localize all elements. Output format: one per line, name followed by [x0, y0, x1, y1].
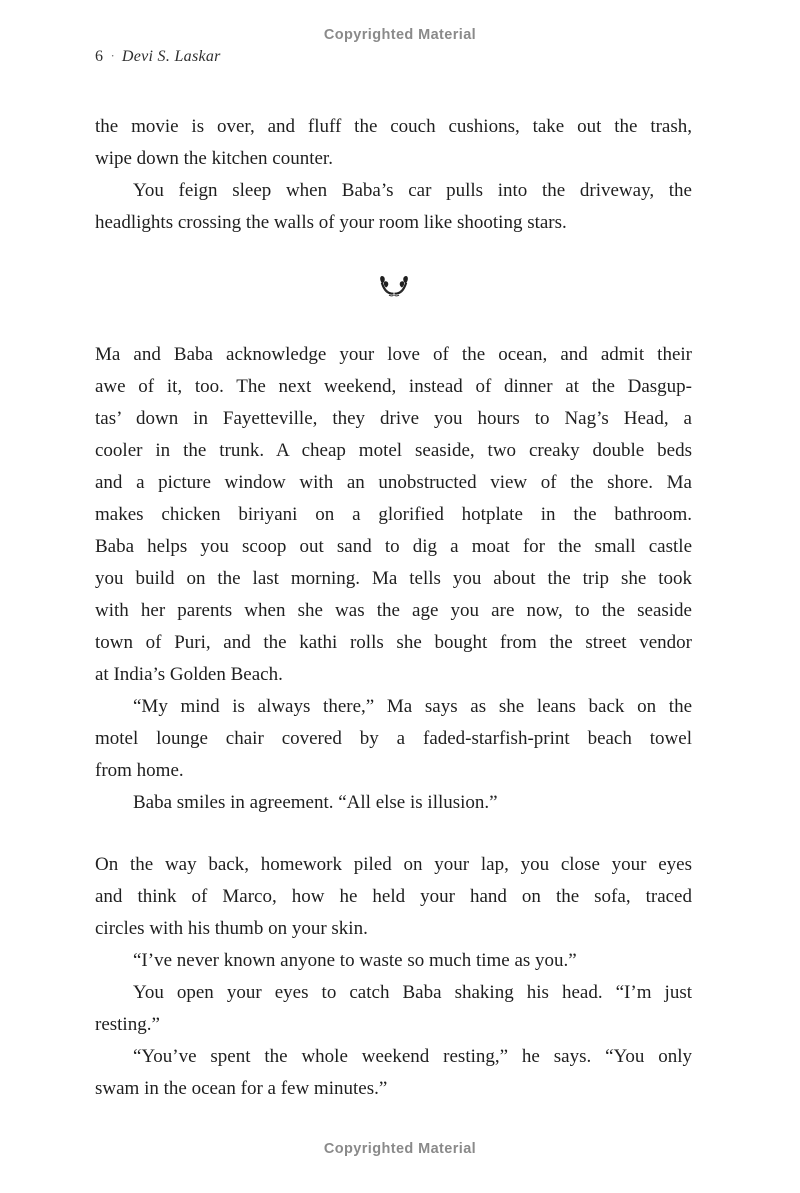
text-line: makes chicken biriyani on a glorified hotplate in the bathroom. — [95, 504, 692, 525]
copyright-notice-bottom: Copyrighted Material — [323, 1141, 477, 1157]
paragraph — [95, 977, 692, 1041]
text-line: you build on the last morning. Ma tells you about the trip she took — [95, 568, 692, 589]
text-line: from home. — [95, 760, 184, 781]
author-name: Devi S. Laskar — [121, 48, 221, 65]
text-line: cooler in the trunk. A cheap motel seaside, two creaky double beds — [95, 440, 692, 461]
text-line: “My mind is always there,” Ma says as she leans back on the — [133, 696, 692, 717]
running-header — [95, 48, 800, 66]
text-line: “I’ve never known anyone to waste so much time as you.” — [133, 950, 577, 971]
paragraph — [95, 945, 692, 977]
text-line: swam in the ocean for a few minutes.” — [95, 1078, 388, 1099]
header-separator-dot: · — [110, 48, 115, 63]
section-break-ornament — [95, 272, 692, 298]
text-line: motel lounge chair covered by a faded-starfish-print beach towel — [95, 728, 692, 749]
paragraph — [95, 175, 692, 239]
paragraph — [95, 339, 692, 691]
text-line: headlights crossing the walls of your room like shooting stars. — [95, 212, 567, 233]
page-body — [95, 111, 692, 1105]
text-line: On the way back, homework piled on your lap, you close your eyes — [95, 854, 692, 875]
text-line: tas’ down in Fayetteville, they drive you hours to Nag’s Head, a — [95, 408, 692, 429]
paragraph — [95, 691, 692, 787]
paragraph — [95, 1041, 692, 1105]
text-line: town of Puri, and the kathi rolls she bought from the street vendor — [95, 632, 692, 653]
text-line: resting.” — [95, 1014, 160, 1035]
text-line: Baba smiles in agreement. “All else is illusion.” — [133, 792, 498, 813]
text-line: “You’ve spent the whole weekend resting,” he says. “You only — [133, 1046, 692, 1067]
text-line: awe of it, too. The next weekend, instead of dinner at the Dasgup- — [95, 376, 692, 397]
paragraph — [95, 111, 692, 175]
text-line: Ma and Baba acknowledge your love of the ocean, and admit their — [95, 344, 692, 365]
paragraph — [95, 787, 692, 819]
page-number: 6 — [95, 48, 104, 65]
text-line: the movie is over, and fluff the couch cushions, take out the trash, — [95, 116, 692, 137]
copyright-notice-top: Copyrighted Material — [323, 27, 477, 43]
leaf-sprigs-icon — [365, 273, 423, 299]
text-line: Baba helps you scoop out sand to dig a moat for the small castle — [95, 536, 692, 557]
paragraph — [95, 849, 692, 945]
text-line: at India’s Golden Beach. — [95, 664, 283, 685]
text-line: and a picture window with an unobstructed view of the shore. Ma — [95, 472, 692, 493]
text-line: You open your eyes to catch Baba shaking his head. “I’m just — [133, 982, 692, 1003]
text-line: with her parents when she was the age you are now, to the seaside — [95, 600, 692, 621]
text-line: You feign sleep when Baba’s car pulls into the driveway, the — [133, 180, 692, 201]
text-line: wipe down the kitchen counter. — [95, 148, 333, 169]
text-line: and think of Marco, how he held your hand on the sofa, traced — [95, 886, 692, 907]
text-line: circles with his thumb on your skin. — [95, 918, 368, 939]
